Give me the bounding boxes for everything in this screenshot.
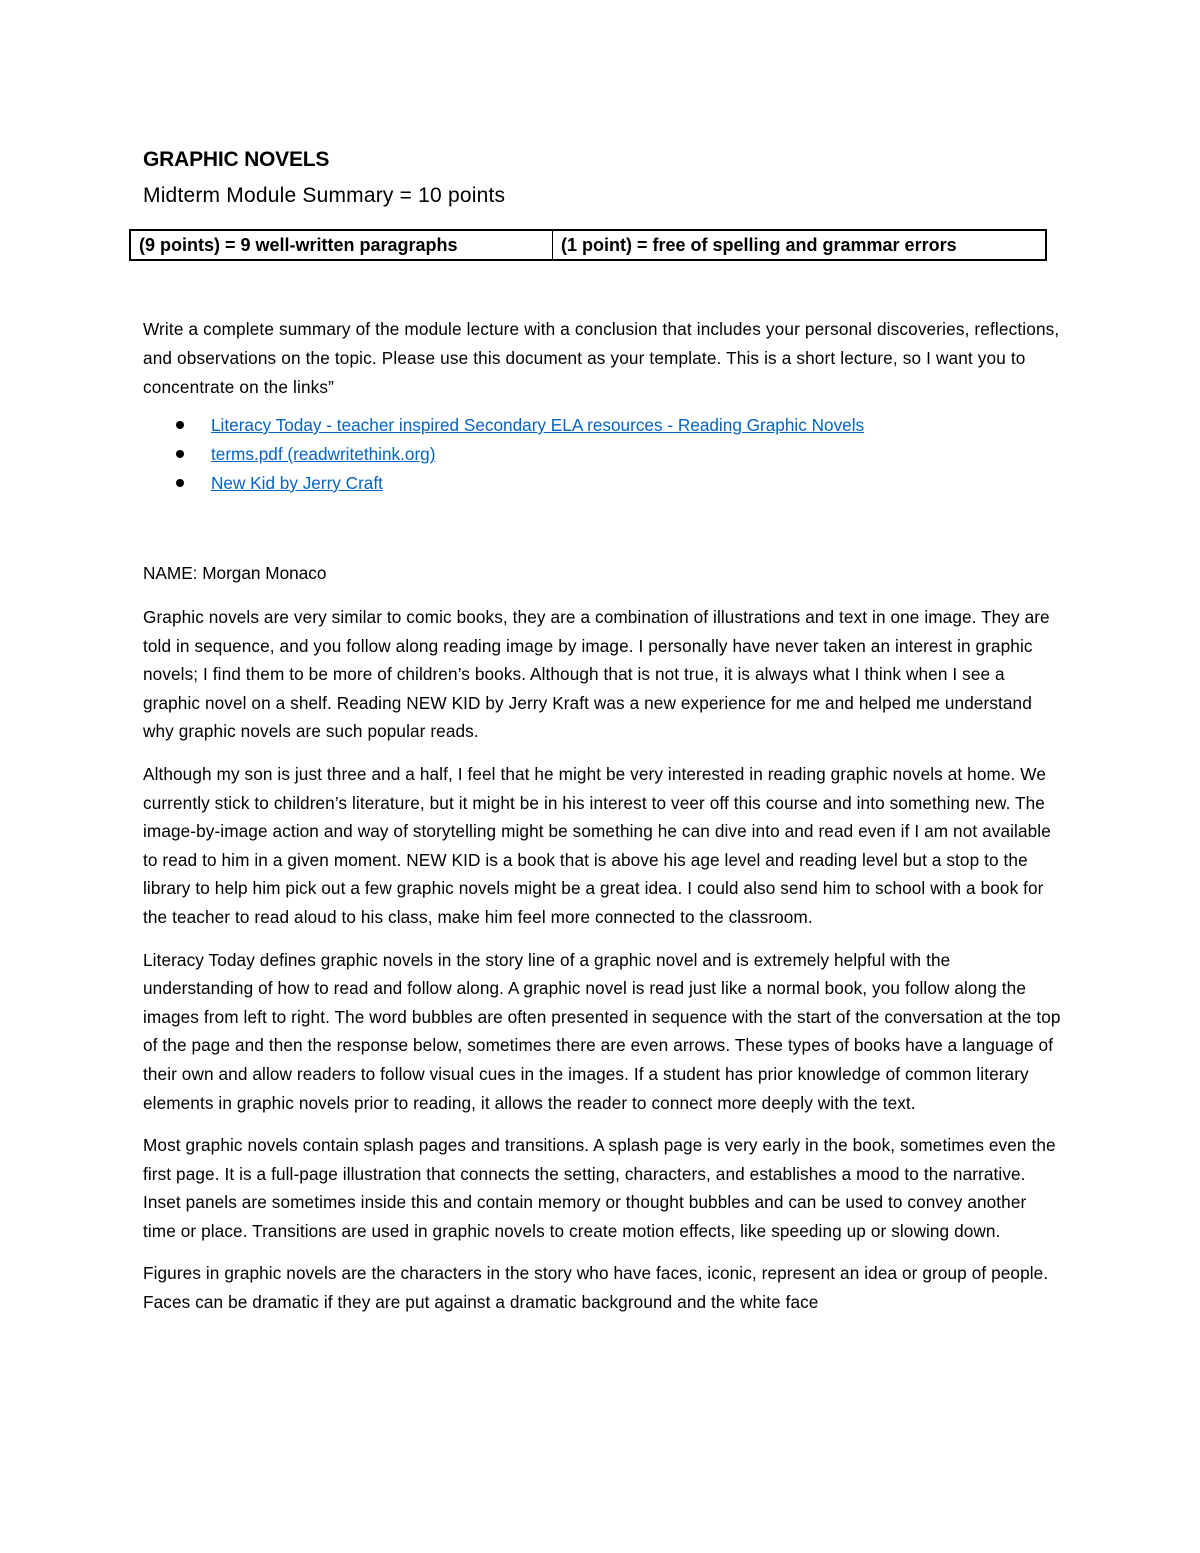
summary-body xyxy=(143,603,1063,1331)
list-item xyxy=(143,440,864,469)
rubric-row xyxy=(130,230,1046,260)
rubric-cell-grammar: (1 point) = free of spelling and grammar errors xyxy=(553,230,1047,260)
bullet-icon xyxy=(176,479,184,487)
paragraph: Figures in graphic novels are the characters in the story who have faces, iconic, represent an idea or group of people. Faces can be dramatic if they are put against a dramatic background and the white face xyxy=(143,1263,1049,1313)
document-title: GRAPHIC NOVELS xyxy=(143,148,330,171)
document-content xyxy=(139,145,1063,1313)
link-terms-pdf[interactable]: terms.pdf (readwritethink.org) xyxy=(211,443,436,464)
paragraph: Literacy Today defines graphic novels in the story line of a graphic novel and is extremely helpful with the understanding of how to read and follow along. A graphic novel is read just like a normal book, you follow along the images from left to right. The word bubbles are often presented in sequence with the start of the conversation at the top of the page and then the response below, sometimes there are even arrows. These types of books have a language of their own and allow readers to follow visual cues in the images. If a student has prior knowledge of common literary elements in graphic novels prior to reading, it allows the reader to connect more deeply with the text. xyxy=(143,949,1061,1113)
list-item xyxy=(143,411,864,440)
document-subtitle: Midterm Module Summary = 10 points xyxy=(143,184,506,207)
paragraph: Graphic novels are very similar to comic books, they are a combination of illustrations and text in one image. They are told in sequence, and you follow along reading image by image. I personally have never taken an interest in graphic novels; I find them to be more of children’s books. Although that is not true, it is always what I think when I see a graphic novel on a shelf. Reading NEW KID by Jerry Kraft was a new experience for me and helped me understand why graphic novels are such popular reads. xyxy=(143,607,1050,742)
bullet-icon xyxy=(176,421,184,429)
paragraph: Most graphic novels contain splash pages and transitions. A splash page is very early in the book, sometimes even the first page. It is a full-page illustration that connects the setting, characters, and establishes a mood to the narrative. Inset panels are sometimes inside this and contain memory or thought bubbles and can be used to convey another time or place. Transitions are used in graphic novels to create motion effects, like speeding up or slowing down. xyxy=(143,1135,1056,1241)
rubric-table xyxy=(129,229,1047,261)
list-item xyxy=(143,469,864,498)
link-literacy-today[interactable]: Literacy Today - teacher inspired Secondary ELA resources - Reading Graphic Novels xyxy=(211,415,865,435)
bullet-icon xyxy=(176,450,184,458)
resource-link-list xyxy=(143,411,864,497)
student-name: NAME: Morgan Monaco xyxy=(143,563,327,583)
instructions-text: Write a complete summary of the module lecture with a conclusion that includes your personal discoveries, reflections, and observations on the topic. Please use this document as your template. This is a short lecture, so I want you to concentrate on the links” xyxy=(143,319,1060,397)
link-new-kid[interactable]: New Kid by Jerry Craft xyxy=(211,472,383,493)
rubric-cell-paragraphs: (9 points) = 9 well-written paragraphs xyxy=(130,230,553,260)
paragraph: Although my son is just three and a half, I feel that he might be very interested in reading graphic novels at home. We currently stick to children’s literature, but it might be in his interest to veer off this course and into something new. The image-by-image action and way of storytelling might be something he can dive into and read even if I am not available to read to him in a given moment. NEW KID is a book that is above his age level and reading level but a stop to the library to help him pick out a few graphic novels might be a great idea. I could also send him to school with a book for the teacher to read aloud to his class, make him feel more connected to the classroom. xyxy=(143,763,1051,927)
